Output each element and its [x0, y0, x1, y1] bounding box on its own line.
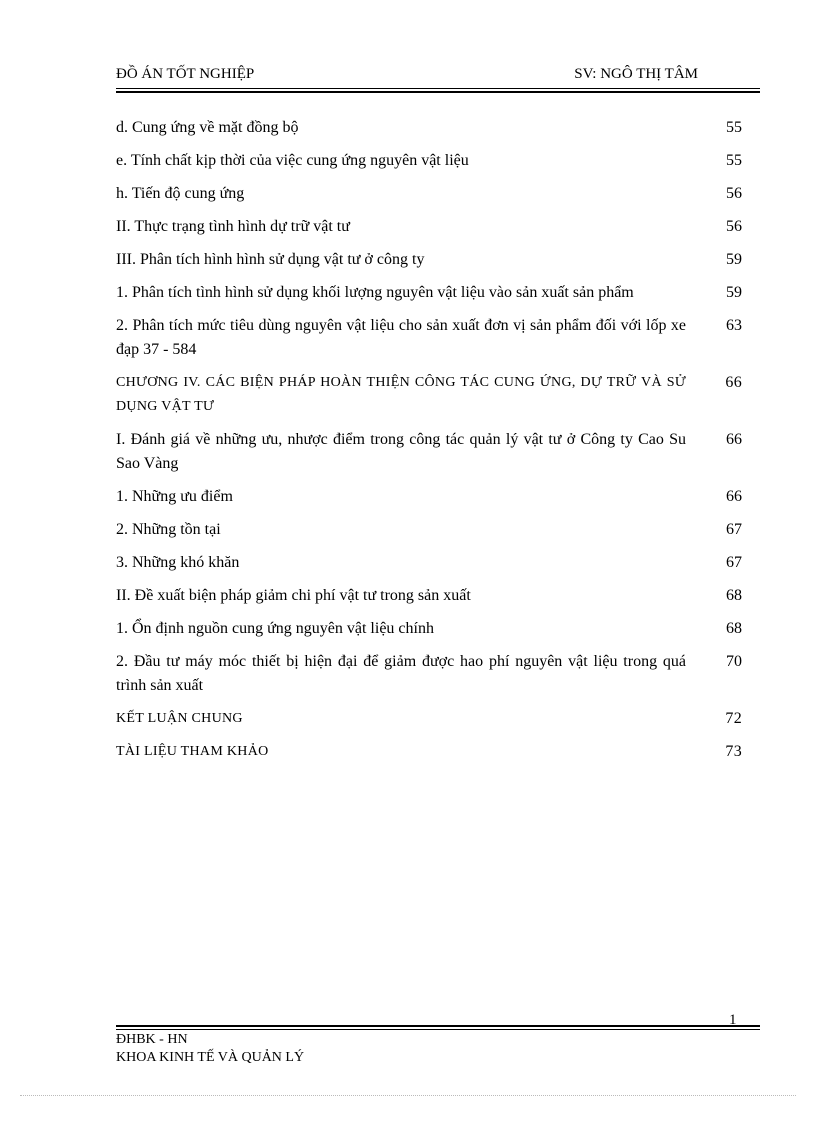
- toc-entry-page: 55: [726, 119, 742, 136]
- toc-entry-title: 2. Đầu tư máy móc thiết bị hiện đại để giảm được hao phí nguyên vật liệu trong quá trình sản xuất: [116, 653, 686, 694]
- page-footer: [116, 1031, 304, 1067]
- toc-entry-title: I. Đánh giá về những ưu, nhược điểm trong công tác quản lý vật tư ở Công ty Cao Su Sao Vàng: [116, 431, 686, 472]
- toc-entry-title: h. Tiến độ cung ứng: [116, 185, 245, 202]
- toc-entry-page: 66: [726, 488, 742, 505]
- footer-university: ĐHBK - HN: [116, 1032, 188, 1047]
- toc-entry: [116, 314, 742, 362]
- header-rule-thick: [116, 91, 760, 93]
- toc-entry-title: III. Phân tích hình hình sử dụng vật tư ở công ty: [116, 251, 425, 268]
- header-thesis-title: ĐỒ ÁN TỐT NGHIỆP: [116, 66, 255, 82]
- toc-entry-title: 2. Những tồn tại: [116, 521, 221, 538]
- toc-entry-page: 66: [725, 374, 742, 391]
- header-rule-thin: [116, 88, 760, 89]
- toc-entry-page: 67: [726, 554, 742, 571]
- toc-entry: [116, 248, 742, 272]
- toc-entry-page: 66: [726, 431, 742, 448]
- toc-entry: [116, 485, 742, 509]
- toc-entry-page: 63: [726, 317, 742, 334]
- toc-entry-page: 59: [726, 251, 742, 268]
- toc-entry-page: 73: [725, 743, 742, 760]
- toc-entry-title: d. Cung ứng về mặt đồng bộ: [116, 119, 299, 136]
- toc-entry-page: 68: [726, 620, 742, 637]
- page-number: 1: [729, 1012, 737, 1028]
- footer-rule-thin: [116, 1029, 760, 1030]
- toc-entry-title: TÀI LIỆU THAM KHẢO: [116, 744, 269, 759]
- toc-entry-page: 72: [725, 710, 742, 727]
- toc-entry-title: KẾT LUẬN CHUNG: [116, 711, 243, 726]
- toc-entry-title: II. Đề xuất biện pháp giảm chi phí vật tư trong sản xuất: [116, 587, 471, 604]
- toc-entry: [116, 116, 742, 140]
- toc-references-entry: [116, 740, 742, 764]
- toc-entry: [116, 551, 742, 575]
- toc-entry-title: 1. Những ưu điểm: [116, 488, 233, 505]
- toc-entry-page: 59: [726, 284, 742, 301]
- toc-entry: [116, 584, 742, 608]
- toc-entry: [116, 215, 742, 239]
- toc-conclusion-entry: [116, 707, 742, 731]
- toc-entry: [116, 428, 742, 476]
- toc-entry-title: II. Thực trạng tình hình dự trữ vật tư: [116, 218, 350, 235]
- toc-entry: [116, 149, 742, 173]
- toc-chapter-entry: [116, 371, 742, 419]
- header-student-name: SV: NGÔ THỊ TÂM: [574, 66, 698, 82]
- page-header: [116, 64, 760, 86]
- toc-entry: [116, 617, 742, 641]
- page-edge-divider: [20, 1095, 796, 1096]
- toc-entry: [116, 650, 742, 698]
- table-of-contents: [116, 116, 742, 764]
- toc-entry-title: 1. Phân tích tình hình sử dụng khối lượng nguyên vật liệu vào sản xuất sản phẩm: [116, 284, 634, 301]
- toc-entry-page: 55: [726, 152, 742, 169]
- toc-entry-title: e. Tính chất kịp thời của việc cung ứng nguyên vật liệu: [116, 152, 469, 169]
- toc-entry-title: 1. Ổn định nguồn cung ứng nguyên vật liệu chính: [116, 620, 434, 637]
- footer-faculty: KHOA KINH TẾ VÀ QUẢN LÝ: [116, 1050, 305, 1065]
- footer-rule-thick: [116, 1025, 760, 1027]
- toc-entry: [116, 518, 742, 542]
- toc-entry-page: 56: [726, 218, 742, 235]
- toc-entry-title: 3. Những khó khăn: [116, 554, 240, 571]
- toc-entry: [116, 281, 742, 305]
- toc-entry-title: CHƯƠNG IV. CÁC BIỆN PHÁP HOÀN THIỆN CÔNG TÁC CUNG ỨNG, DỰ TRỮ VÀ SỬ DỤNG VẬT TƯ: [116, 375, 686, 414]
- toc-entry-page: 67: [726, 521, 742, 538]
- toc-entry-title: 2. Phân tích mức tiêu dùng nguyên vật liệu cho sản xuất đơn vị sản phẩm đối với lốp xe đạp 37 - 584: [116, 317, 686, 358]
- toc-entry-page: 70: [726, 653, 742, 670]
- toc-entry-page: 56: [726, 185, 742, 202]
- toc-entry: [116, 182, 742, 206]
- toc-entry-page: 68: [726, 587, 742, 604]
